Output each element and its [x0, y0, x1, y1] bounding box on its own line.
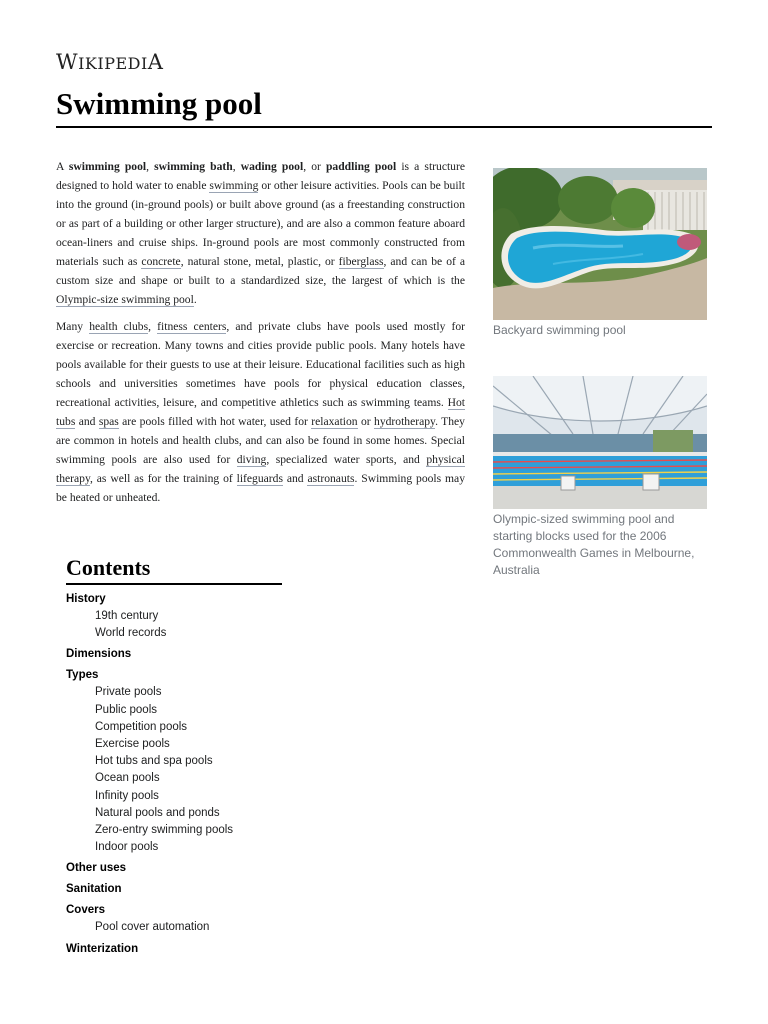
title-rule	[56, 126, 712, 128]
link-swimming[interactable]: swimming	[209, 179, 259, 192]
page-title: Swimming pool	[56, 86, 262, 121]
link-hydrotherapy[interactable]: hydrotherapy	[374, 415, 436, 428]
toc-subitem-pool-cover-automation[interactable]: Pool cover automation	[95, 921, 210, 934]
toc-item-dimensions[interactable]: Dimensions	[66, 648, 132, 661]
link-concrete[interactable]: concrete	[141, 255, 181, 268]
bold-term: paddling pool	[325, 160, 397, 173]
toc-item-other-uses[interactable]: Other uses	[66, 862, 127, 875]
link-lifeguards[interactable]: lifeguards	[236, 472, 283, 485]
link-fiberglass[interactable]: fiberglass	[338, 255, 384, 268]
toc-item-covers[interactable]: Covers	[66, 904, 105, 917]
toc-rule	[66, 583, 282, 585]
backyard-pool-image[interactable]	[493, 168, 707, 320]
intro-paragraph-2: Many health clubs, fitness centers, and private clubs have pools used mostly for exercise or recreation. Many towns and cities provide public pools. Many hotels have pools available for their guests to use at their leisure. Educational facilities such as high schools and universities sometimes have pools for physical education classes, recreational activities, leisure, and competitive athletics such as swimming teams. Hot tubs and spas are pools filled with hot water, used for relaxation or hydrotherapy. They are common in hotels and health clubs, and can also be found in some homes. Special swimming pools are also used for diving, specialized water sports, and physical therapy, as well as for the training of lifeguards and astronauts. Swimming pools may be heated or unheated.	[56, 320, 466, 504]
link-fitness-centers[interactable]: fitness centers	[157, 320, 227, 333]
toc-subitem-infinity-pools[interactable]: Infinity pools	[95, 789, 159, 802]
article-body	[56, 157, 465, 515]
link-hot-tubs[interactable]: Hot tubs	[56, 396, 465, 428]
link-diving[interactable]: diving	[236, 453, 267, 466]
toc-item-sanitation[interactable]: Sanitation	[66, 883, 122, 896]
wikipedia-wordmark[interactable]	[56, 50, 163, 74]
wordmark-w: W	[56, 50, 79, 74]
toc-subitem-natural-pools-and-ponds[interactable]: Natural pools and ponds	[95, 806, 220, 819]
toc-subitem-world-records[interactable]: World records	[95, 627, 167, 640]
wordmark-a: A	[147, 50, 164, 74]
figure-caption: Backyard swimming pool	[493, 323, 626, 337]
link-relaxation[interactable]: relaxation	[311, 415, 358, 428]
link-spas[interactable]: spas	[98, 415, 119, 428]
toc-subitem-indoor-pools[interactable]: Indoor pools	[95, 841, 159, 854]
table-of-contents	[66, 555, 306, 958]
figure-caption: Olympic-sized swimming pool and starting blocks used for the 2006 Commonwealth Games in Melbourne, Australia	[493, 512, 695, 577]
toc-item-history[interactable]: History	[66, 593, 106, 605]
wordmark-middle: IKIPEDI	[78, 54, 148, 73]
figure-backyard-pool	[493, 168, 707, 339]
toc-list	[66, 591, 306, 958]
link-astronauts[interactable]: astronauts	[307, 472, 355, 485]
olympic-pool-image[interactable]	[493, 376, 707, 509]
figure-olympic-pool	[493, 376, 707, 579]
toc-subitem-competition-pools[interactable]: Competition pools	[95, 720, 188, 733]
link-health-clubs[interactable]: health clubs	[89, 320, 149, 333]
toc-subitem-public-pools[interactable]: Public pools	[95, 703, 158, 716]
bold-term: swimming bath	[154, 160, 233, 173]
toc-subitem-ocean-pools[interactable]: Ocean pools	[95, 772, 160, 785]
intro-paragraph-1: A swimming pool, swimming bath, wading pool, or paddling pool is a structure designed to hold water to enable swimming or other leisure activities. Pools can be built into the ground (in-ground pools) or built above ground (as a freestanding construction or as part of a building or other larger structure), and are also a common feature aboard ocean-liners and cruise ships. In-ground pools are most commonly constructed from materials such as concrete, natural stone, metal, plastic, or fiberglass, and can be of a custom size and shape or built to a standardized size, the largest of which is the Olympic-size swimming pool.	[56, 160, 465, 306]
toc-subitem-19th-century[interactable]: 19th century	[95, 610, 159, 622]
toc-item-types[interactable]: Types	[66, 669, 99, 682]
toc-subitem-hot-tubs-and-spa-pools[interactable]: Hot tubs and spa pools	[95, 755, 213, 768]
toc-item-winterization[interactable]: Winterization	[66, 942, 139, 955]
toc-subitem-private-pools[interactable]: Private pools	[95, 686, 162, 699]
toc-title: Contents	[66, 555, 151, 580]
bold-term: wading pool	[240, 160, 304, 173]
link-olympic-size-swimming-pool[interactable]: Olympic-size swimming pool	[56, 293, 194, 306]
toc-subitem-zero-entry-swimming-pools[interactable]: Zero-entry swimming pools	[95, 824, 234, 837]
bold-term: swimming pool	[68, 160, 147, 173]
toc-subitem-exercise-pools[interactable]: Exercise pools	[95, 738, 170, 751]
link-physical-therapy[interactable]: physical therapy	[56, 453, 465, 485]
backyard-pool-illustration	[493, 168, 707, 320]
olympic-pool-illustration	[493, 376, 707, 509]
